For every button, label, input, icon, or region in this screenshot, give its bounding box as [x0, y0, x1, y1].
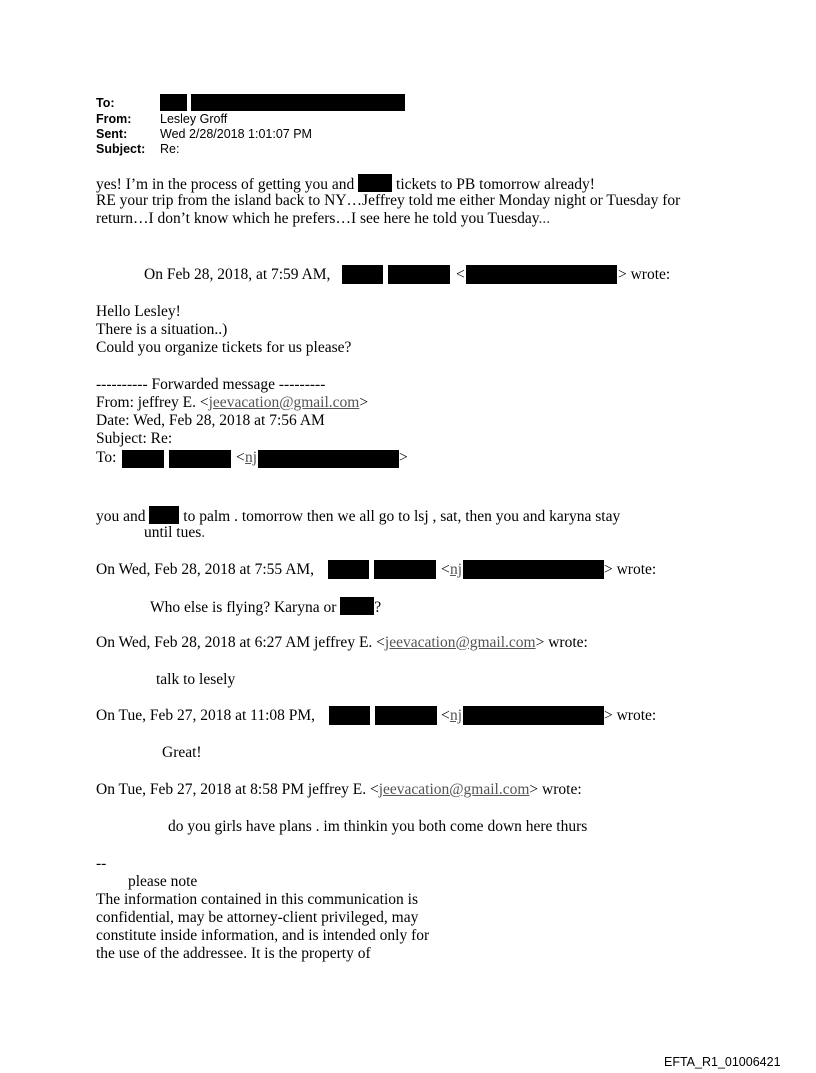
quote-intro-text: On Wed, Feb 28, 2018 at 6:27 AM jeffrey E. < — [96, 634, 385, 651]
disclaimer-line: The information contained in this communication is — [96, 891, 418, 908]
disclaimer-line: constitute inside information, and is intended only for — [96, 927, 430, 944]
angle-bracket: < — [441, 707, 450, 724]
redaction-block — [328, 560, 369, 579]
quote-intro: On Feb 28, 2018, at 7:59 AM, — [144, 266, 331, 283]
email-link[interactable]: jeevacation@gmail.com — [378, 781, 530, 798]
from-value: Lesley Groff — [160, 112, 228, 126]
quote-intro: On Wed, Feb 28, 2018 at 7:55 AM, — [96, 561, 315, 578]
quote-line: Hello Lesley! — [96, 303, 181, 320]
email-link[interactable]: nj — [450, 561, 463, 578]
quote-intro-text: On Tue, Feb 27, 2018 at 8:58 PM jeffrey E. < — [96, 781, 379, 798]
email-link[interactable]: jeevacation@gmail.com — [208, 394, 360, 411]
forward-divider: ---------- Forwarded message --------- — [96, 376, 326, 393]
quote-intro — [96, 634, 588, 652]
quote-line — [150, 597, 381, 617]
message-text: until tues — [144, 524, 202, 541]
quote-line: Great! — [162, 744, 202, 761]
message-line — [144, 524, 205, 542]
redaction-block — [463, 560, 604, 579]
redaction-block — [342, 265, 383, 284]
quote-line: talk to lesely — [156, 671, 236, 688]
redaction-block — [122, 450, 164, 468]
quote-intro-end: > wrote: — [604, 561, 657, 578]
sent-label: Sent: — [96, 127, 128, 141]
forward-from-text: > — [359, 394, 369, 411]
forward-from — [96, 394, 368, 412]
email-link[interactable]: nj — [245, 449, 258, 466]
forward-to-label: To: — [96, 449, 117, 466]
quote-line: There is a situation..) — [96, 321, 228, 338]
forward-subject: Subject: Re: — [96, 430, 173, 447]
body-line-2: RE your trip from the island back to NY…Jeffrey told me either Monday night or Tuesday for — [96, 192, 681, 209]
subject-label: Subject: — [96, 142, 146, 156]
body-text: yes! I’m in the process of getting you and — [96, 176, 355, 193]
email-link[interactable]: nj — [450, 707, 463, 724]
redaction-block — [375, 706, 437, 725]
body-text: tickets to PB tomorrow already! — [396, 176, 595, 193]
redaction-block — [169, 450, 231, 468]
body-line-3 — [96, 210, 550, 228]
angle-bracket: < — [456, 266, 465, 283]
disclaimer-line: confidential, may be attorney-client privileged, may — [96, 909, 419, 926]
quote-intro-text: > wrote: — [535, 634, 588, 651]
redaction-block — [149, 506, 179, 524]
subject-value: Re: — [160, 142, 180, 156]
signature-dashes: -- — [96, 855, 107, 872]
quote-intro-end: > wrote: — [604, 707, 657, 724]
quote-line: Could you organize tickets for us please? — [96, 339, 352, 356]
quote-intro-text: > wrote: — [529, 781, 582, 798]
body-text: return…I don’t know which he prefers…I see here he told you Tuesday — [96, 210, 539, 227]
message-text: ? — [374, 599, 382, 616]
redaction-block — [160, 94, 187, 111]
quote-intro — [96, 781, 582, 799]
to-label: To: — [96, 96, 115, 110]
sent-value: Wed 2/28/2018 1:01:07 PM — [160, 127, 312, 141]
quote-intro-end: > wrote: — [618, 266, 671, 283]
forward-from-text: From: jeffrey E. < — [96, 394, 209, 411]
message-text: you and — [96, 508, 146, 525]
angle-bracket: < — [441, 561, 450, 578]
body-line-1 — [96, 174, 595, 194]
message-text: to palm . tomorrow then we all go to lsj , sat, then you and karyna stay — [183, 508, 621, 525]
redaction-block — [466, 265, 617, 284]
redaction-block — [329, 706, 370, 725]
angle-bracket: < — [236, 449, 245, 466]
quote-intro: On Tue, Feb 27, 2018 at 11:08 PM, — [96, 707, 316, 724]
redaction-block — [340, 597, 374, 615]
body-text: ... — [538, 210, 551, 227]
disclaimer-line: the use of the addressee. It is the property of — [96, 945, 371, 962]
forward-date: Date: Wed, Feb 28, 2018 at 7:56 AM — [96, 412, 325, 429]
redaction-block — [463, 706, 604, 725]
redaction-block — [191, 94, 405, 111]
email-link[interactable]: jeevacation@gmail.com — [384, 634, 536, 651]
signature-note: please note — [128, 873, 198, 890]
redaction-block — [374, 560, 436, 579]
message-line — [96, 506, 620, 526]
message-text: Who else is flying? Karyna or — [150, 599, 337, 616]
angle-bracket: > — [399, 449, 408, 466]
quote-line: do you girls have plans . im thinkin you both come down here thurs — [168, 818, 588, 835]
redaction-block — [258, 450, 399, 468]
redaction-block — [388, 265, 450, 284]
message-text: . — [201, 524, 206, 541]
from-label: From: — [96, 112, 132, 126]
redaction-block — [358, 174, 392, 192]
document-id: EFTA_R1_01006421 — [664, 1055, 781, 1069]
